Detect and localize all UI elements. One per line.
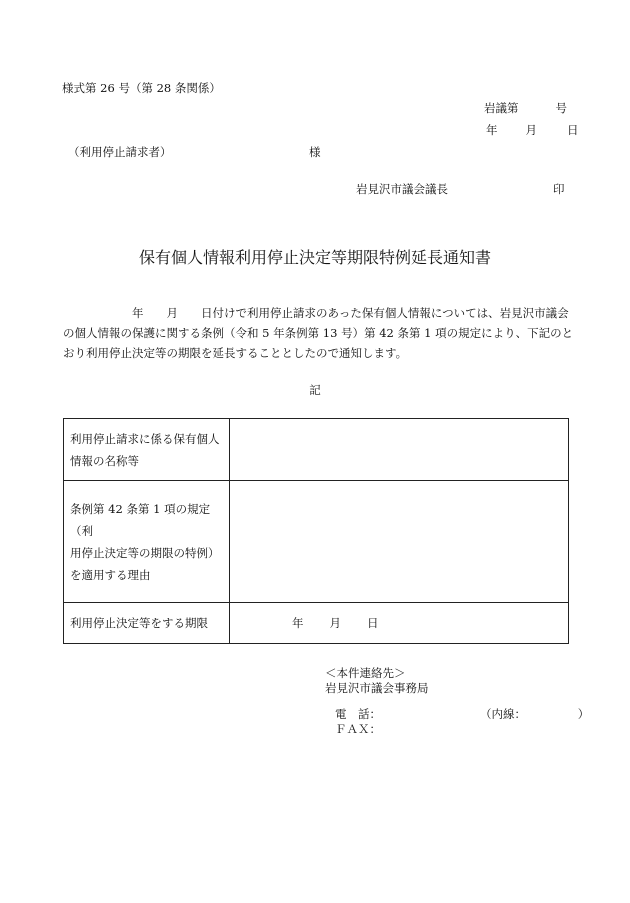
contact-fax-label: ＦＡＸ： xyxy=(335,722,381,736)
row1-label xyxy=(64,419,230,481)
contact-heading: ＜本件連絡先＞ xyxy=(325,666,406,680)
body-paragraph xyxy=(63,303,574,363)
row2-label xyxy=(64,481,230,603)
contact-office: 岩見沢市議会事務局 xyxy=(325,681,429,695)
row1-value-field[interactable] xyxy=(230,419,569,481)
body-line-3: おり利用停止決定等の期限を延長することとしたので通知します。 xyxy=(63,346,408,360)
deadline-year: 年 xyxy=(292,616,304,630)
date-month: 月 xyxy=(525,123,537,137)
body-line-2: の個人情報の保護に関する条例（令和 5 年条例第 13 号）第 42 条第 1 項の規定により、下記のと xyxy=(63,326,574,340)
row2-label-line1: 条例第 42 条第 1 項の規定（利 xyxy=(70,501,211,538)
seal-mark: 印 xyxy=(553,182,565,196)
row1-label-line1: 利用停止請求に係る保有個人 xyxy=(70,431,220,446)
table-row xyxy=(64,419,569,481)
row2-label-line3: を適用する理由 xyxy=(70,567,151,582)
details-table xyxy=(63,418,569,644)
recipient-honorific: 様 xyxy=(309,145,321,159)
deadline-month: 月 xyxy=(329,616,341,630)
contact-extension: （内線： ） xyxy=(480,707,590,721)
row3-label: 利用停止決定等をする期限 xyxy=(64,603,230,644)
recipient-label: （利用停止請求者） xyxy=(68,145,172,159)
deadline-date-field[interactable] xyxy=(230,603,569,644)
document-number-suffix: 号 xyxy=(555,101,567,115)
date-day: 日 xyxy=(567,123,579,137)
row2-label-line2: 用停止決定等の期限の特例） xyxy=(70,545,220,560)
table-row xyxy=(64,603,569,644)
document-number xyxy=(484,101,567,115)
table-row xyxy=(64,481,569,603)
ki-heading: 記 xyxy=(309,383,321,397)
deadline-day: 日 xyxy=(367,616,379,630)
sender-name: 岩見沢市議会議長 xyxy=(356,182,448,196)
row2-value-field[interactable] xyxy=(230,481,569,603)
document-title: 保有個人情報利用停止決定等期限特例延長通知書 xyxy=(138,248,491,267)
contact-tel-label: 電 話： xyxy=(335,707,381,721)
date-year: 年 xyxy=(486,123,498,137)
document-date xyxy=(486,123,579,137)
row1-label-line2: 情報の名称等 xyxy=(70,453,139,468)
document-number-prefix: 岩議第 xyxy=(484,101,519,115)
form-number: 様式第 26 号（第 28 条関係） xyxy=(62,81,221,95)
body-line-1: 年 月 日付けで利用停止請求のあった保有個人情報については、岩見沢市議会 xyxy=(63,306,569,320)
